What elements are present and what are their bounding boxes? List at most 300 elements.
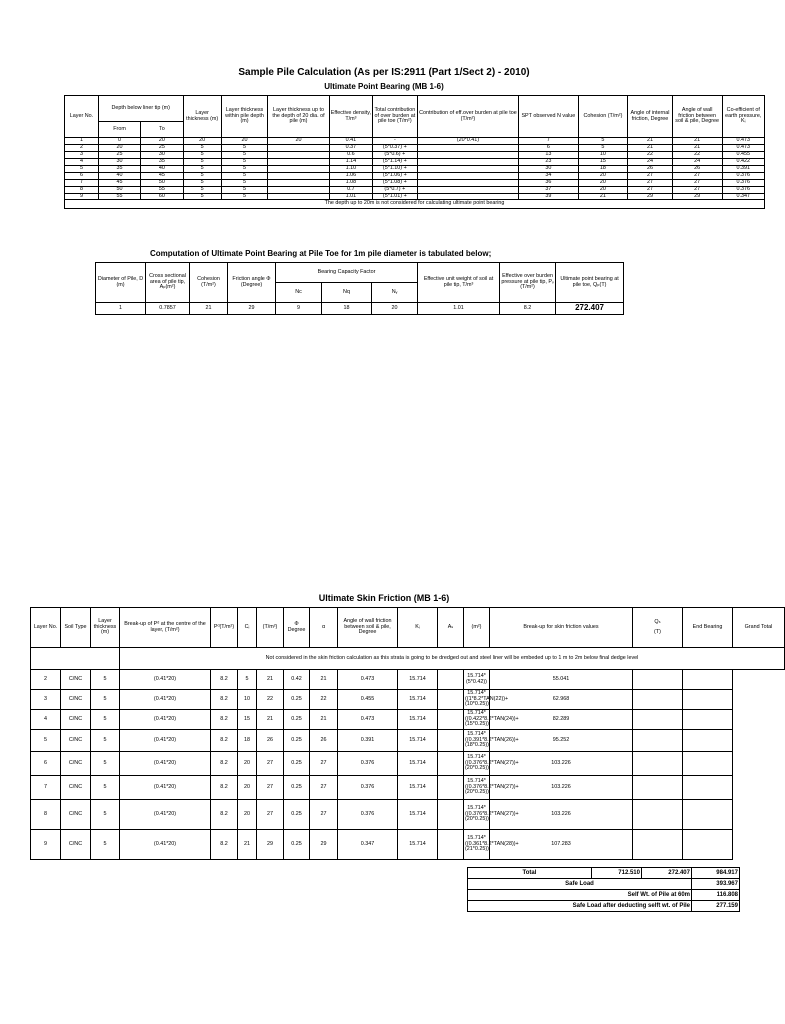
hdr-ny: Nᵧ xyxy=(372,283,418,303)
skin-friction-cell: 15.714 xyxy=(398,690,438,710)
skin-friction-cell: 2 xyxy=(31,670,61,690)
hdr-cohesion: Cohesion (T/m²) xyxy=(578,96,628,138)
hdr3-thickness: Layer thickness (m) xyxy=(91,608,120,648)
skin-friction-cell: 62.968 xyxy=(490,690,633,710)
skin-friction-cell: 107.283 xyxy=(490,830,633,860)
point-bearing-cell: 0.41 xyxy=(329,138,372,145)
skin-friction-cell: 27 xyxy=(257,800,284,830)
skin-friction-cell: 15.714*((0.361*8.2*TAN(28))+(21*0.25)) xyxy=(464,830,490,860)
skin-friction-empty-cell xyxy=(438,830,464,860)
hdr-contribution: Contribution of eff.over burden at pile toe (T/m²) xyxy=(417,96,519,138)
skin-friction-cell: 15.714*((0.422*8.2*TAN(24))+(15*0.25)) xyxy=(464,710,490,730)
skin-friction-cell: 27 xyxy=(310,800,338,830)
point-bearing-cell: 1.01 xyxy=(329,193,372,200)
layer1-placeholder xyxy=(31,648,120,670)
point-bearing-cell: 39 xyxy=(519,193,578,200)
point-bearing-cell: 0.6 xyxy=(329,151,372,158)
point-bearing-cell: (5*1.10) + xyxy=(373,165,417,172)
hdr3-layer-no: Layer No. xyxy=(31,608,61,648)
point-bearing-cell xyxy=(268,165,329,172)
skin-friction-cell: 8.2 xyxy=(211,730,238,752)
grand-total-cell xyxy=(683,752,733,776)
hdr-nq: Nq xyxy=(322,283,372,303)
point-bearing-cell xyxy=(268,193,329,200)
point-bearing-cell: 45 xyxy=(141,172,183,179)
skin-friction-cell: 8 xyxy=(31,800,61,830)
point-bearing-cell: 30 xyxy=(141,151,183,158)
safe-load: 393.967 xyxy=(692,879,740,890)
grand-total-cell xyxy=(683,800,733,830)
hdr-area: Cross sectional area of pile tip, Aₚ(m²) xyxy=(146,263,190,303)
skin-friction-cell: 27 xyxy=(310,776,338,800)
point-bearing-cell: 0.455 xyxy=(722,151,764,158)
computation-cell: 8.2 xyxy=(500,303,556,315)
end-bearing-cell xyxy=(633,830,683,860)
point-bearing-cell: 6 xyxy=(65,172,99,179)
point-bearing-cell: 0.376 xyxy=(722,179,764,186)
skin-friction-cell: (0.41*20) xyxy=(120,830,211,860)
skin-friction-cell: 15.714 xyxy=(398,830,438,860)
total-end-bearing: 272.407 xyxy=(642,868,692,879)
skin-friction-cell: 0.391 xyxy=(338,730,398,752)
skin-friction-empty-cell xyxy=(438,670,464,690)
ultimate-point-bearing-value: 272.407 xyxy=(556,303,624,315)
point-bearing-cell: 5 xyxy=(183,186,221,193)
point-bearing-cell xyxy=(268,179,329,186)
skin-friction-empty-cell xyxy=(438,776,464,800)
hdr3-as: Aₛ xyxy=(438,608,464,648)
hdr-overburden: Effective over burden pressure at pile tip, Pᵥ (T/m²) xyxy=(500,263,556,303)
point-bearing-cell: 20 xyxy=(98,144,140,151)
point-bearing-cell: 27 xyxy=(672,179,722,186)
point-bearing-cell: 30 xyxy=(98,158,140,165)
skin-friction-cell: 29 xyxy=(257,830,284,860)
computation-cell: 21 xyxy=(190,303,228,315)
point-bearing-cell: 34 xyxy=(519,172,578,179)
point-bearing-cell: 45 xyxy=(98,179,140,186)
skin-friction-empty-cell xyxy=(438,710,464,730)
hdr-unit-weight: Effective unit weight of soil at pile tip, T/m³ xyxy=(418,263,500,303)
skin-friction-row xyxy=(31,776,785,800)
hdr-thickness-within: Layer thickness within pile depth (m) xyxy=(221,96,268,138)
grand-total: 984.917 xyxy=(692,868,740,879)
skin-friction-row xyxy=(31,730,785,752)
skin-friction-cell: 29 xyxy=(310,830,338,860)
skin-friction-cell: (0.41*20) xyxy=(120,730,211,752)
computation-cell: 1.01 xyxy=(418,303,500,315)
end-bearing-cell xyxy=(633,752,683,776)
point-bearing-cell: 20 xyxy=(141,138,183,145)
skin-friction-empty-cell xyxy=(438,690,464,710)
hdr3-ci: Cᵢ xyxy=(238,608,257,648)
skin-friction-cell: 5 xyxy=(91,670,120,690)
computation-title: Computation of Ultimate Point Bearing at Pile Toe for 1m pile diameter is tabulated below; xyxy=(150,249,492,258)
point-bearing-note: The depth up to 20m is not considered for calculating ultimate point bearing xyxy=(65,200,765,209)
skin-friction-cell: 21 xyxy=(257,710,284,730)
point-bearing-cell: 27 xyxy=(628,172,672,179)
skin-friction-cell: 103.226 xyxy=(490,776,633,800)
skin-friction-cell: 8.2 xyxy=(211,830,238,860)
skin-friction-cell: 0.25 xyxy=(284,690,310,710)
point-bearing-cell xyxy=(268,158,329,165)
point-bearing-cell: 50 xyxy=(141,179,183,186)
skin-friction-cell: 15.714 xyxy=(398,670,438,690)
hdr-cohesion2: Cohesion (T/m²) xyxy=(190,263,228,303)
computation-cell: 18 xyxy=(322,303,372,315)
skin-friction-cell: 20 xyxy=(238,752,257,776)
end-bearing-cell xyxy=(633,710,683,730)
point-bearing-cell: 25 xyxy=(141,144,183,151)
safe-after: 277.159 xyxy=(692,901,740,912)
point-bearing-cell: 5 xyxy=(183,144,221,151)
skin-friction-cell: C/NC xyxy=(61,800,91,830)
skin-friction-cell: (0.41*20) xyxy=(120,752,211,776)
skin-friction-cell: 22 xyxy=(257,690,284,710)
skin-friction-cell: 5 xyxy=(91,690,120,710)
skin-friction-cell: 0.25 xyxy=(284,710,310,730)
hdr-total-contribution: Total contribution of over burden at pile toe (T/m²) xyxy=(373,96,417,138)
skin-friction-cell: 20 xyxy=(238,776,257,800)
point-bearing-cell: 1.06 xyxy=(329,172,372,179)
hdr3-breakup-skin: Break-up for skin friction values xyxy=(490,608,633,648)
point-bearing-cell: 15 xyxy=(578,158,628,165)
grand-total-cell xyxy=(683,710,733,730)
hdr-effective-density: Effective density, T/m³ xyxy=(329,96,372,138)
total-skin: 712.510 xyxy=(592,868,642,879)
skin-friction-cell: 0.25 xyxy=(284,776,310,800)
point-bearing-cell: 22 xyxy=(628,151,672,158)
hdr3-phi: Φ Degree xyxy=(284,608,310,648)
point-bearing-cell: 5 xyxy=(183,172,221,179)
point-bearing-cell: 0.347 xyxy=(722,193,764,200)
skin-friction-cell: 21 xyxy=(310,710,338,730)
skin-friction-row xyxy=(31,830,785,860)
hdr3-ki: Kᵢ xyxy=(398,608,438,648)
skin-friction-cell: 15.714*((0.391*8.2*TAN(26))+(18*0.25)) xyxy=(464,730,490,752)
skin-friction-empty-cell xyxy=(438,730,464,752)
point-bearing-cell xyxy=(417,179,519,186)
hdr-internal-friction: Angle of internal friction, Degree xyxy=(628,96,672,138)
skin-friction-cell: 15 xyxy=(238,710,257,730)
main-title: Sample Pile Calculation (As per IS:2911 (Part 1/Sect 2) - 2010) xyxy=(238,67,530,78)
point-bearing-cell: - xyxy=(373,138,417,145)
skin-friction-cell: 15.714*((1*8.2*TAN(22))+(10*0.25)) xyxy=(464,690,490,710)
point-bearing-cell: 20 xyxy=(183,138,221,145)
point-bearing-cell: 5 xyxy=(221,165,268,172)
grand-total-cell xyxy=(683,690,733,710)
point-bearing-cell xyxy=(417,144,519,151)
hdr-ultimate: Ultimate point bearing at pile toe, Qₚ(T) xyxy=(556,263,624,303)
point-bearing-cell: 21 xyxy=(628,144,672,151)
point-bearing-cell: 36 xyxy=(519,179,578,186)
point-bearing-cell: 5 xyxy=(183,165,221,172)
point-bearing-cell: 5 xyxy=(183,179,221,186)
skin-friction-cell: C/NC xyxy=(61,830,91,860)
point-bearing-cell: 29 xyxy=(628,193,672,200)
skin-friction-cell: 0.25 xyxy=(284,752,310,776)
skin-friction-cell: C/NC xyxy=(61,776,91,800)
skin-friction-cell: 0.376 xyxy=(338,776,398,800)
point-bearing-cell: 5 xyxy=(183,193,221,200)
skin-friction-cell: 15.714*((0.376*8.2*TAN(27))+(20*0.25)) xyxy=(464,800,490,830)
point-bearing-cell: 27 xyxy=(672,186,722,193)
computation-cell: 29 xyxy=(228,303,276,315)
point-bearing-cell: 0.376 xyxy=(722,186,764,193)
skin-friction-cell: 21 xyxy=(310,670,338,690)
point-bearing-cell: 4 xyxy=(65,158,99,165)
point-bearing-cell: 40 xyxy=(98,172,140,179)
skin-friction-cell: (0.41*20) xyxy=(120,710,211,730)
end-bearing-cell xyxy=(633,690,683,710)
point-bearing-cell xyxy=(417,165,519,172)
point-bearing-cell: 37 xyxy=(519,186,578,193)
point-bearing-row xyxy=(65,165,765,172)
skin-friction-cell: 15.714*((0.376*8.2*TAN(27))+(20*0.25)) xyxy=(464,752,490,776)
hdr3-wall-friction: Angle of wall friction between soil & pile, Degree xyxy=(338,608,398,648)
point-bearing-cell: 26 xyxy=(672,165,722,172)
hdr-layer-no: Layer No. xyxy=(65,96,99,138)
point-bearing-cell: 7 xyxy=(65,179,99,186)
point-bearing-cell: 55 xyxy=(98,193,140,200)
point-bearing-cell: 5 xyxy=(221,144,268,151)
hdr-to: To xyxy=(141,122,183,138)
point-bearing-cell: 0.37 xyxy=(329,144,372,151)
hdr3-qs xyxy=(633,608,683,648)
skin-friction-cell: 0.455 xyxy=(338,690,398,710)
hdr-friction-angle: Friction angle Φ (Degree) xyxy=(228,263,276,303)
skin-friction-cell: 9 xyxy=(31,830,61,860)
point-bearing-row xyxy=(65,193,765,200)
skin-friction-cell: 15.714*((0.376*8.2*TAN(27))+(20*0.25)) xyxy=(464,776,490,800)
point-bearing-cell: 10 xyxy=(578,151,628,158)
point-bearing-cell: 9 xyxy=(65,193,99,200)
skin-friction-cell: 8.2 xyxy=(211,800,238,830)
skin-friction-row xyxy=(31,670,785,690)
point-bearing-cell: (5*0.7) + xyxy=(373,186,417,193)
skin-friction-cell: 95.252 xyxy=(490,730,633,752)
point-bearing-cell: 35 xyxy=(98,165,140,172)
point-bearing-cell: 20 xyxy=(578,186,628,193)
skin-friction-cell: 15.714 xyxy=(398,710,438,730)
point-bearing-cell: 25 xyxy=(98,151,140,158)
hdr3-alpha: α xyxy=(310,608,338,648)
point-bearing-cell xyxy=(417,158,519,165)
skin-friction-table xyxy=(30,607,785,860)
computation-row xyxy=(96,303,624,315)
point-bearing-cell: 13 xyxy=(519,151,578,158)
point-bearing-cell: 21 xyxy=(672,138,722,145)
point-bearing-cell: 1.10 xyxy=(329,165,372,172)
skin-friction-cell: 103.226 xyxy=(490,752,633,776)
point-bearing-cell: 23 xyxy=(519,158,578,165)
hdr-thickness-20dia: Layer thickness up to the depth of 20 dia. of pile (m) xyxy=(268,96,329,138)
point-bearing-cell: 40 xyxy=(141,165,183,172)
point-bearing-cell: 2 xyxy=(65,144,99,151)
hdr3-ci-unit: (T/m²) xyxy=(257,608,284,648)
point-bearing-cell: (5*1.08) + xyxy=(373,179,417,186)
point-bearing-cell: 21 xyxy=(578,193,628,200)
skin-friction-cell: (0.41*20) xyxy=(120,690,211,710)
point-bearing-row xyxy=(65,186,765,193)
skin-friction-cell: 8.2 xyxy=(211,752,238,776)
point-bearing-cell: 24 xyxy=(628,158,672,165)
skin-friction-cell: (0.41*20) xyxy=(120,776,211,800)
safe-after-label: Safe Load after deducting selft wt. of Pile xyxy=(468,901,692,912)
skin-friction-cell: 27 xyxy=(257,752,284,776)
skin-friction-cell: 8.2 xyxy=(211,710,238,730)
skin-friction-cell: 0.473 xyxy=(338,670,398,690)
point-bearing-cell: 50 xyxy=(98,186,140,193)
computation-cell: 9 xyxy=(276,303,322,315)
skin-friction-cell: 10 xyxy=(238,690,257,710)
end-bearing-cell xyxy=(633,730,683,752)
skin-friction-cell: 6 xyxy=(31,752,61,776)
skin-friction-cell: 5 xyxy=(91,730,120,752)
skin-friction-cell: C/NC xyxy=(61,710,91,730)
skin-friction-row xyxy=(31,752,785,776)
point-bearing-cell: (5*0.6) + xyxy=(373,151,417,158)
skin-friction-cell: 7 xyxy=(31,776,61,800)
hdr-spt: SPT observed N value xyxy=(519,96,578,138)
skin-friction-cell: 15.714 xyxy=(398,776,438,800)
point-bearing-cell: 0 xyxy=(98,138,140,145)
grand-total-cell xyxy=(683,776,733,800)
skin-friction-cell: 15.714 xyxy=(398,752,438,776)
skin-friction-cell: 26 xyxy=(257,730,284,752)
point-bearing-cell: 5 xyxy=(183,158,221,165)
point-bearing-cell: 0.473 xyxy=(722,138,764,145)
point-bearing-cell: 3 xyxy=(65,151,99,158)
hdr3-qs-label: Qₛ xyxy=(654,618,661,625)
hdr3-end-bearing: End Bearing xyxy=(683,608,733,648)
point-bearing-cell: 0.376 xyxy=(722,172,764,179)
skin-friction-cell: 5 xyxy=(238,670,257,690)
point-bearing-cell: 5 xyxy=(65,165,99,172)
skin-friction-cell: 82.289 xyxy=(490,710,633,730)
hdr-wall-friction: Angle of wall friction between soil & pile, Degree xyxy=(672,96,722,138)
skin-friction-cell: C/NC xyxy=(61,730,91,752)
point-bearing-cell: 5 xyxy=(221,172,268,179)
skin-friction-cell: 20 xyxy=(238,800,257,830)
point-bearing-cell: (5*1.14) + xyxy=(373,158,417,165)
skin-friction-cell: C/NC xyxy=(61,670,91,690)
hdr3-pd: Pᵈ(T/m²) xyxy=(211,608,238,648)
hdr-from: From xyxy=(98,122,140,138)
skin-friction-title: Ultimate Skin Friction (MB 1-6) xyxy=(318,593,450,603)
skin-friction-cell: 0.473 xyxy=(338,710,398,730)
hdr-diameter: Diameter of Pile, D (m) xyxy=(96,263,146,303)
self-wt: 116.808 xyxy=(692,890,740,901)
point-bearing-cell: 5 xyxy=(221,179,268,186)
skin-friction-cell: 103.226 xyxy=(490,800,633,830)
point-bearing-cell: 55 xyxy=(141,186,183,193)
skin-friction-cell: 0.25 xyxy=(284,800,310,830)
end-bearing-cell xyxy=(633,800,683,830)
point-bearing-title: Ultimate Point Bearing (MB 1-6) xyxy=(324,82,444,91)
computation-cell: 20 xyxy=(372,303,418,315)
skin-friction-cell: 26 xyxy=(310,730,338,752)
point-bearing-cell xyxy=(417,172,519,179)
point-bearing-cell: (20*0.41) xyxy=(417,138,519,145)
point-bearing-cell: 21 xyxy=(628,138,672,145)
skin-friction-cell: 27 xyxy=(310,752,338,776)
point-bearing-cell: 30 xyxy=(519,165,578,172)
safe-load-label: Safe Load xyxy=(468,879,692,890)
point-bearing-cell: 20 xyxy=(221,138,268,145)
skin-friction-cell: 0.347 xyxy=(338,830,398,860)
point-bearing-cell: 5 xyxy=(221,151,268,158)
skin-friction-cell: 27 xyxy=(257,776,284,800)
point-bearing-row xyxy=(65,179,765,186)
hdr3-as-unit: (m²) xyxy=(464,608,490,648)
skin-friction-cell: 0.376 xyxy=(338,800,398,830)
point-bearing-cell: 5 xyxy=(578,144,628,151)
point-bearing-cell: 0.473 xyxy=(722,144,764,151)
point-bearing-cell: 35 xyxy=(141,158,183,165)
point-bearing-row xyxy=(65,158,765,165)
skin-friction-note: Not considered in the skin friction calculation as this strata is going to be dredged out and steel liner will be embeded up to 1 m to 2m below final dedge level xyxy=(120,648,785,670)
skin-friction-cell: 22 xyxy=(310,690,338,710)
hdr-earth-pressure: Co-efficient of earth pressure, Kᵢ xyxy=(722,96,764,138)
point-bearing-cell: 5 xyxy=(221,186,268,193)
skin-friction-cell: (0.41*20) xyxy=(120,800,211,830)
point-bearing-cell: 5 xyxy=(183,151,221,158)
skin-friction-cell: 4 xyxy=(31,710,61,730)
skin-friction-row xyxy=(31,690,785,710)
point-bearing-cell: 27 xyxy=(628,179,672,186)
skin-friction-cell: 5 xyxy=(31,730,61,752)
skin-friction-row xyxy=(31,710,785,730)
skin-friction-cell: C/NC xyxy=(61,752,91,776)
skin-friction-cell: 0.25 xyxy=(284,830,310,860)
skin-friction-cell: 18 xyxy=(238,730,257,752)
skin-friction-cell: (0.41*20) xyxy=(120,670,211,690)
point-bearing-cell: 0.7 xyxy=(329,186,372,193)
point-bearing-row xyxy=(65,138,765,145)
grand-total-cell xyxy=(683,730,733,752)
point-bearing-cell: 1.14 xyxy=(329,158,372,165)
point-bearing-rows xyxy=(65,138,765,200)
skin-friction-cell: 8.2 xyxy=(211,776,238,800)
hdr-layer-thickness: Layer thickness (m) xyxy=(183,96,221,138)
point-bearing-cell: 20 xyxy=(578,179,628,186)
point-bearing-cell: 0.391 xyxy=(722,165,764,172)
point-bearing-cell: 21 xyxy=(672,144,722,151)
point-bearing-cell xyxy=(417,186,519,193)
point-bearing-table xyxy=(64,95,765,209)
point-bearing-cell: (5*1.01) + xyxy=(373,193,417,200)
point-bearing-cell: 8 xyxy=(65,186,99,193)
skin-friction-row xyxy=(31,800,785,830)
point-bearing-cell: 1.08 xyxy=(329,179,372,186)
hdr3-breakup-pd: Break-up of Pᵈ at the centre of the layer, (T/m²) xyxy=(120,608,211,648)
skin-friction-cell: 21 xyxy=(238,830,257,860)
self-wt-label: Self Wt. of Pile at 60m xyxy=(468,890,692,901)
grand-total-cell xyxy=(683,670,733,690)
skin-friction-cell: 15.714 xyxy=(398,800,438,830)
skin-friction-cell: 5 xyxy=(91,752,120,776)
skin-friction-cell: 5 xyxy=(91,710,120,730)
point-bearing-row xyxy=(65,172,765,179)
computation-table xyxy=(95,262,624,315)
hdr-nc: Nc xyxy=(276,283,322,303)
point-bearing-cell: 29 xyxy=(672,193,722,200)
point-bearing-cell: 18 xyxy=(578,165,628,172)
hdr3-soil-type: Soil Type xyxy=(61,608,91,648)
skin-friction-cell: C/NC xyxy=(61,690,91,710)
end-bearing-cell xyxy=(633,670,683,690)
skin-friction-cell: 21 xyxy=(257,670,284,690)
